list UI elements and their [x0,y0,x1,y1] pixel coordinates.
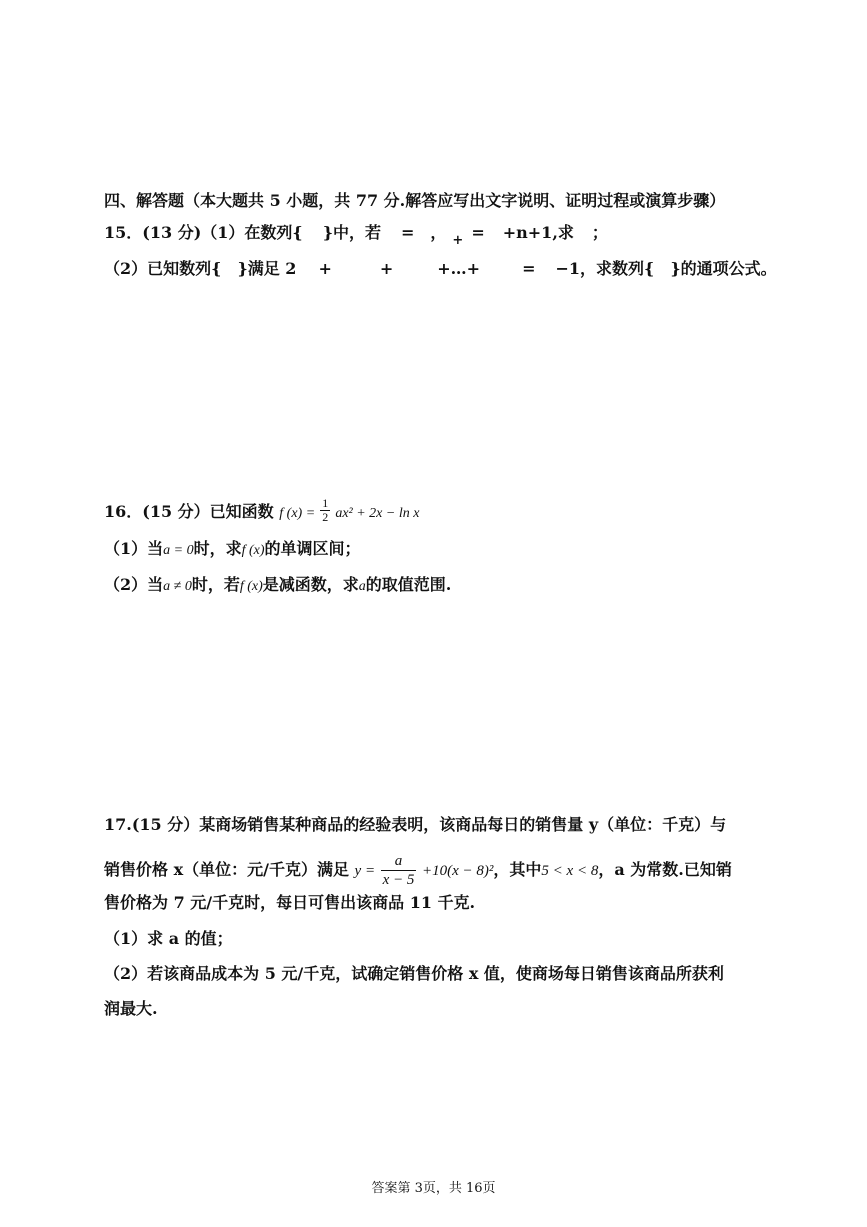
q15-semicolon: ； [591,223,608,242]
q16-part2 [104,575,451,597]
q16-p1-cond: a = 0 [163,543,194,558]
q15-plus3: +…+ [437,259,481,278]
q17-line2-mid: ，其中 [493,860,542,879]
q16-p1-pre: （1）当 [104,539,164,558]
q15-part2-end: }的通项公式。 [670,259,777,278]
q17-line2-pre: 销售价格 x（单位：元/千克）满足 [104,860,349,879]
q16-part1 [104,539,361,561]
q15-eq: = [522,259,536,278]
q17-part2-line1: （2）若该商品成本为 5 元/千克，试确定销售价格 x 值，使商场每日销售该商品所获利 [104,964,724,983]
q17-range: 5 < x < 8 [541,863,599,879]
q16-p2-f: f (x) [239,579,263,594]
q15-part2-tail: −1，求数列{ [555,259,655,278]
page-footer: 答案第 3页，共 16页 [371,1181,496,1196]
q15-score: (13 分) [142,223,202,242]
q16-title: 16．(15 分）已知函数 [104,502,274,521]
q16-p1-end: 的单调区间； [264,539,361,558]
q17-line1: 17.(15 分）某商场销售某种商品的经验表明，该商品每日的销售量 y（单位：千克）与 [104,815,727,834]
q16-p2-end: 的取值范围. [365,575,452,594]
q16-p2-pre: （2）当 [104,575,164,594]
q16-func-rhs: ax² + 2x − ln x [335,506,420,521]
q15-tail: +n+1,求 [502,223,574,242]
q16-p1-f: f (x) [241,543,265,558]
q17-part1: （1）求 a 的值； [104,929,233,948]
q15-sub-plus: + [452,233,464,248]
q17-formula-den: x − 5 [382,872,415,888]
q15-comma: ， [430,223,447,242]
q17-formula-rhs: +10(x − 8)² [422,863,494,879]
q15-eq1: = [401,223,415,242]
q16-func-den: 2 [322,510,329,524]
q16-p2-mid2: 是减函数，求 [262,575,359,594]
q15-plus1: + [318,259,332,278]
q16-title-line [104,496,420,526]
section-heading: 四、解答题（本大题共 5 小题，共 77 分.解答应写出文字说明、证明过程或演算步骤） [104,191,726,210]
q15-part2-mid: }满足 2 [237,259,297,278]
q16-p2-mid: 时，若 [191,575,240,594]
q17-formula-fraction [381,852,417,889]
q15-eq2: = [471,223,485,242]
q16-func-num: 1 [322,496,329,510]
q15-plus2: + [379,259,394,278]
q17-line2 [104,852,732,889]
q15-mid1: }中，若 [322,223,381,242]
q17-part2-line2: 润最大. [104,999,158,1018]
q16-func-lhs: f (x) = [279,506,316,521]
q16-p1-mid: 时，求 [193,539,242,558]
q15-line2 [104,259,777,279]
q15-line1 [104,223,608,248]
q16-p2-a: a [358,579,366,594]
q15-part1: （1）在数列{ [201,223,303,242]
q16-p2-cond: a ≠ 0 [163,579,192,594]
q17-line3: 售价格为 7 元/千克时，每日可售出该商品 11 千克. [104,893,476,912]
q17-formula-lhs: y = [354,863,376,879]
q17-formula-num: a [394,853,403,869]
q16-function [279,496,420,524]
q15-number: 15． [104,223,143,242]
q16-func-fraction [320,497,330,524]
q17-line2-end: ，a 为常数.已知销 [598,860,732,879]
q15-part2: （2）已知数列{ [104,259,222,278]
